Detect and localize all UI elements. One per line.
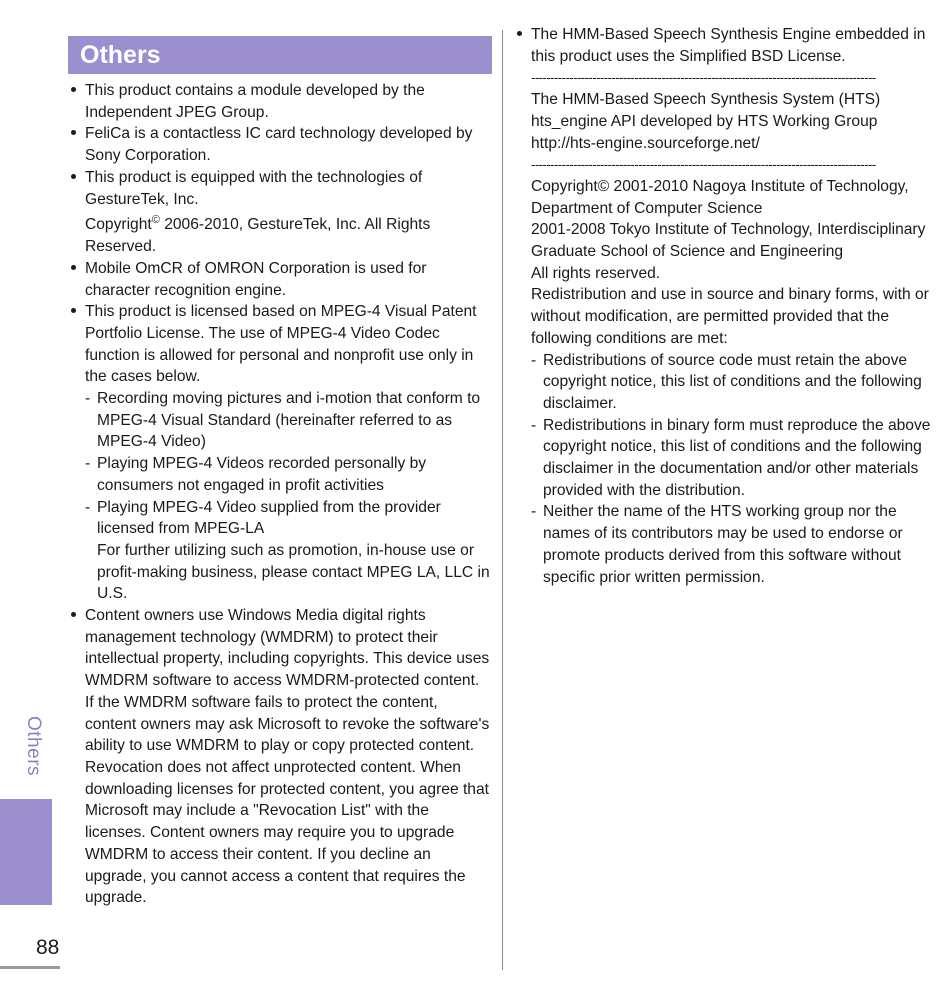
copyright-symbol: ©: [151, 214, 160, 227]
copyright-rest: 2006-2010, GestureTek, Inc. All Rights Reserved.: [85, 216, 431, 256]
redistribution-text: Redistribution and use in source and binary forms, with or without modification, are permitted provided that the following conditions are met:: [531, 286, 929, 347]
copyright-nagoya: Copyright© 2001-2010 Nagoya Institute of Technology, Department of Computer Science: [531, 177, 909, 217]
bullet-mpeg4: [68, 301, 492, 388]
mpeg4-contact-text: For further utilizing such as promotion, in-house use or profit-making business, please contact MPEG LA, LLC in U.S.: [97, 541, 490, 603]
right-column: [514, 24, 940, 588]
hts-url: http://hts-engine.sourceforge.net/: [531, 134, 760, 152]
column-divider: [502, 30, 503, 970]
condition-endorsement: - Neither the name of the HTS working group nor the names of its contributors may be used to endorse or promote products derived from this software without specific prior written permission.: [531, 501, 940, 588]
bullet-gesturetek: [68, 167, 492, 258]
page-number-underline: [0, 966, 60, 969]
bullet-wmdrm: Content owners use Windows Media digital rights management technology (WMDRM) to protect their intellectual property, including copyrights. This device uses WMDRM software to access WMDRM-protected content. If the WMDRM software fails to protect the content, content owners may ask Microsoft to revoke the software's ability to use WMDRM to play or copy protected content. Revocation does not affect unprotected content. When downloading licenses for protected content, you agree that Microsoft may include a "Revocation List" with the licenses. Content owners may require you to upgrade WMDRM to access their content. If you decline an upgrade, you cannot access a content that requires the upgrade.: [68, 605, 492, 909]
mpeg4-provider-text: - Playing MPEG-4 Video supplied from the provider licensed from MPEG-LA: [97, 498, 441, 538]
condition-binary-form: - Redistributions in binary form must reproduce the above copyright notice, this list of conditions and the following disclaimer in the documentation and/or other materials provided with the distribution.: [531, 415, 940, 502]
separator-line: ------------------------------------------------------------------------------------------: [531, 70, 876, 86]
mpeg4-case-playing-personal: - Playing MPEG-4 Videos recorded personally by consumers not engaged in profit activities: [85, 453, 492, 496]
copyright-prefix: Copyright: [85, 216, 152, 234]
hts-system-line: The HMM-Based Speech Synthesis System (HTS): [531, 91, 881, 109]
all-rights-reserved: All rights reserved.: [531, 264, 661, 282]
mpeg4-text: This product is licensed based on MPEG-4 Visual Patent Portfolio License. The use of MPEG-4 Video Codec function is allowed for personal and nonprofit use only in the cases below.: [85, 303, 477, 386]
separator-line: ------------------------------------------------------------------------------------------: [531, 157, 876, 173]
condition-source-code: - Redistributions of source code must retain the above copyright notice, this list of conditions and the following disclaimer.: [531, 350, 940, 415]
section-title: Others: [68, 36, 492, 74]
side-tab-marker: [0, 799, 52, 905]
side-section-label: Others: [23, 716, 44, 777]
hts-license-block: [514, 67, 940, 588]
mpeg4-cases: [68, 388, 492, 605]
mpeg4-case-playing-provider: [85, 497, 492, 606]
gesturetek-text: This product is equipped with the technologies of GestureTek, Inc.: [85, 168, 423, 208]
page-number: 88: [36, 936, 60, 959]
left-column: [68, 36, 492, 909]
bullet-jpeg: This product contains a module developed by the Independent JPEG Group.: [68, 80, 492, 123]
gesturetek-copyright: [85, 210, 492, 258]
bullet-omron: Mobile OmCR of OMRON Corporation is used for character recognition engine.: [68, 258, 492, 301]
bullet-felica: FeliCa is a contactless IC card technology developed by Sony Corporation.: [68, 123, 492, 166]
bullet-hmm-bsd: The HMM-Based Speech Synthesis Engine embedded in this product uses the Simplified BSD License.: [514, 24, 940, 67]
mpeg4-case-recording: - Recording moving pictures and i-motion that conform to MPEG-4 Visual Standard (hereinafter referred to as MPEG-4 Video): [85, 388, 492, 453]
copyright-tokyo: 2001-2008 Tokyo Institute of Technology, Interdisciplinary Graduate School of Science and Engineering: [531, 221, 926, 261]
hts-engine-line: hts_engine API developed by HTS Working Group: [531, 112, 878, 130]
